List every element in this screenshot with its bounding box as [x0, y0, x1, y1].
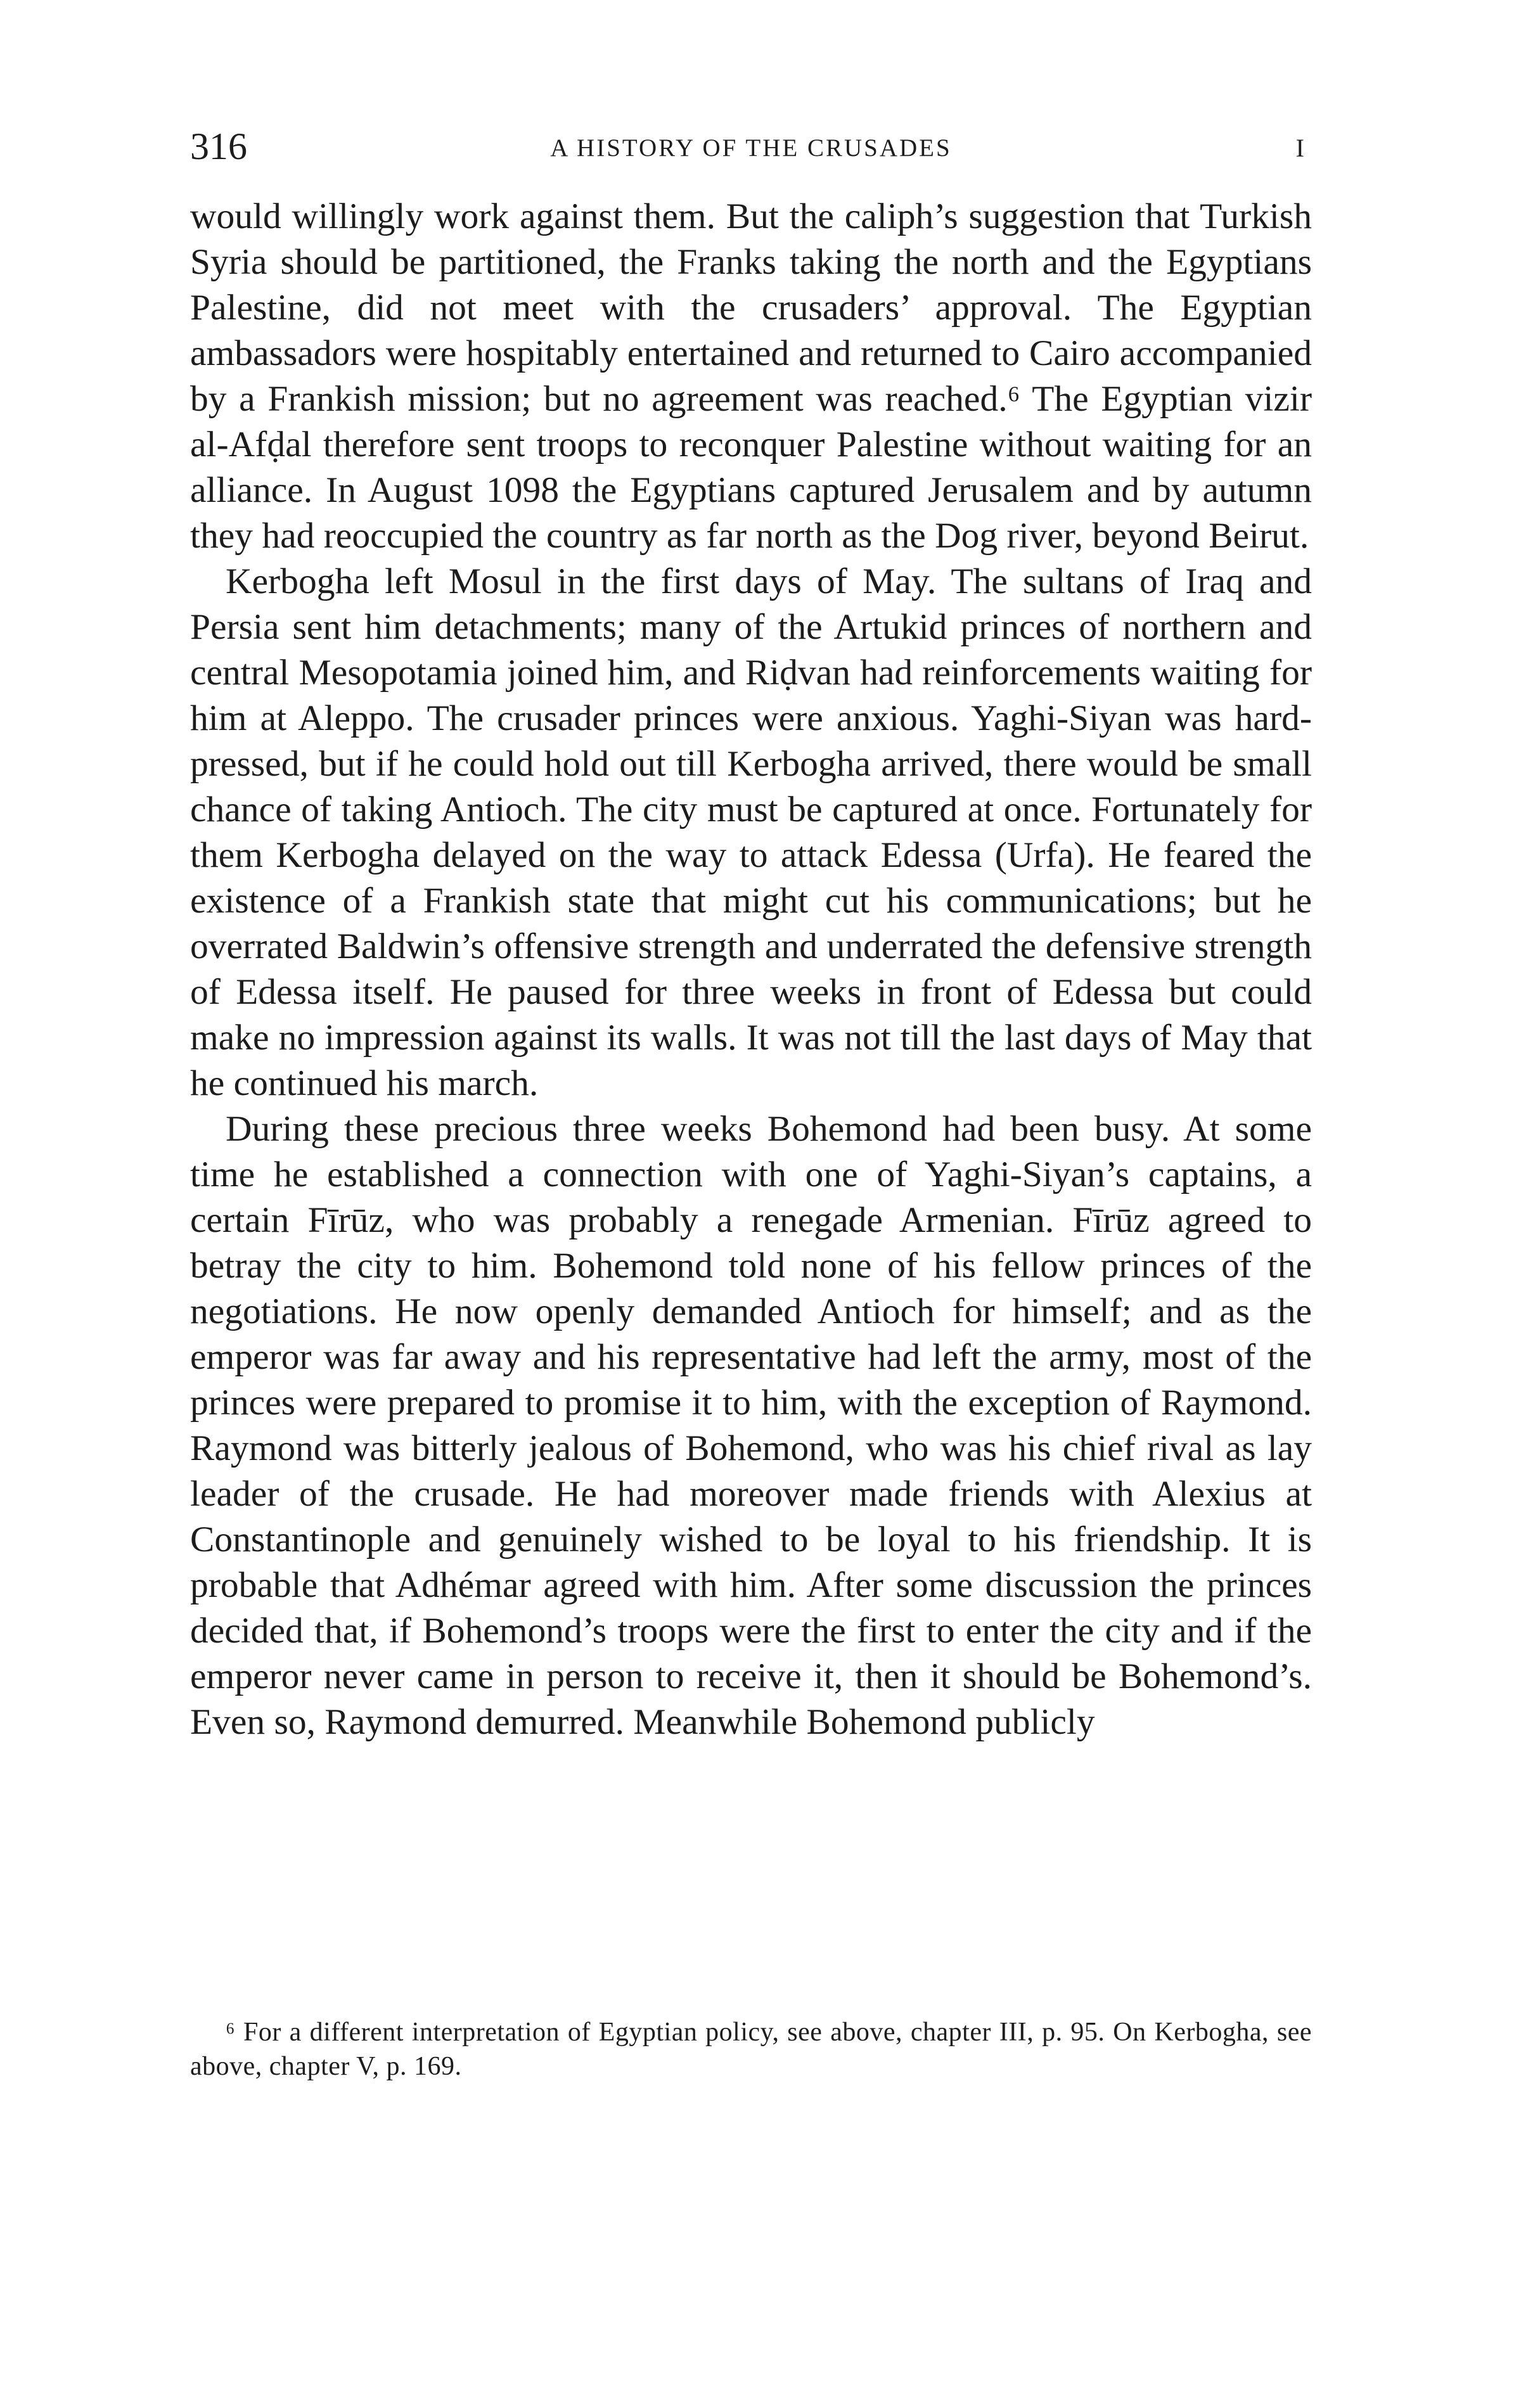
- footnotes: [190, 2015, 1312, 2084]
- footnote-6: ⁶ For a different interpretation of Egyptian policy, see above, chapter III, p. 95. On Kerbogha, see above, chapter V, p. 169.: [190, 2018, 1312, 2081]
- book-title: A HISTORY OF THE CRUSADES: [550, 134, 952, 162]
- volume-number: I: [1295, 134, 1304, 162]
- paragraph-2: Kerbogha left Mosul in the first days of May. The sultans of Iraq and Persia sent him detachments; many of the Artukid princes of northern and central Mesopotamia joined him, and Riḍvan had reinforcements waiting for him at Aleppo. The crusader princes were anxious. Yaghi-Siyan was hard-pressed, but if he could hold out till Kerbogha arrived, there would be small chance of taking Antioch. The city must be captured at once. Fortunately for them Kerbogha delayed on the way to attack Edessa (Urfa). He feared the existence of a Frankish state that might cut his communications; but he overrated Baldwin’s offensive strength and underrated the defensive strength of Edessa itself. He paused for three weeks in front of Edessa but could make no impression against its walls. It was not till the last days of May that he continued his march.: [190, 561, 1312, 1103]
- paragraph-3: During these precious three weeks Bohemond had been busy. At some time he established a connection with one of Yaghi-Siyan’s captains, a certain Fīrūz, who was probably a renegade Armenian. Fīrūz agreed to betray the city to him. Bohemond told none of his fellow princes of the negotiations. He now openly demanded Antioch for himself; and as the emperor was far away and his representative had left the army, most of the princes were prepared to promise it to him, with the exception of Raymond. Raymond was bitterly jealous of Bohemond, who was his chief rival as lay leader of the crusade. He had moreover made friends with Alexius at Constantinople and genuinely wished to be loyal to his friendship. It is probable that Adhémar agreed with him. After some discussion the princes decided that, if Bohemond’s troops were the first to enter the city and if the emperor never came in person to receive it, then it should be Bohemond’s. Even so, Raymond demurred. Meanwhile Bohemond publicly: [190, 1109, 1312, 1742]
- paragraph-1: would willingly work against them. But the caliph’s suggestion that Turkish Syria should be partitioned, the Franks taking the north and the Egyptians Palestine, did not meet with the crusaders’ approval. The Egyptian ambassadors were hospitably entertained and returned to Cairo accompanied by a Frankish mission; but no agreement was reached.⁶ The Egyptian vizir al-Afḍal therefore sent troops to reconquer Palestine without waiting for an alliance. In August 1098 the Egyptians captured Jerusalem and by autumn they had reoccupied the country as far north as the Dog river, beyond Beirut.: [190, 196, 1312, 556]
- page-number: 316: [190, 125, 247, 167]
- running-head: [190, 124, 1312, 169]
- body-text: [190, 194, 1312, 1745]
